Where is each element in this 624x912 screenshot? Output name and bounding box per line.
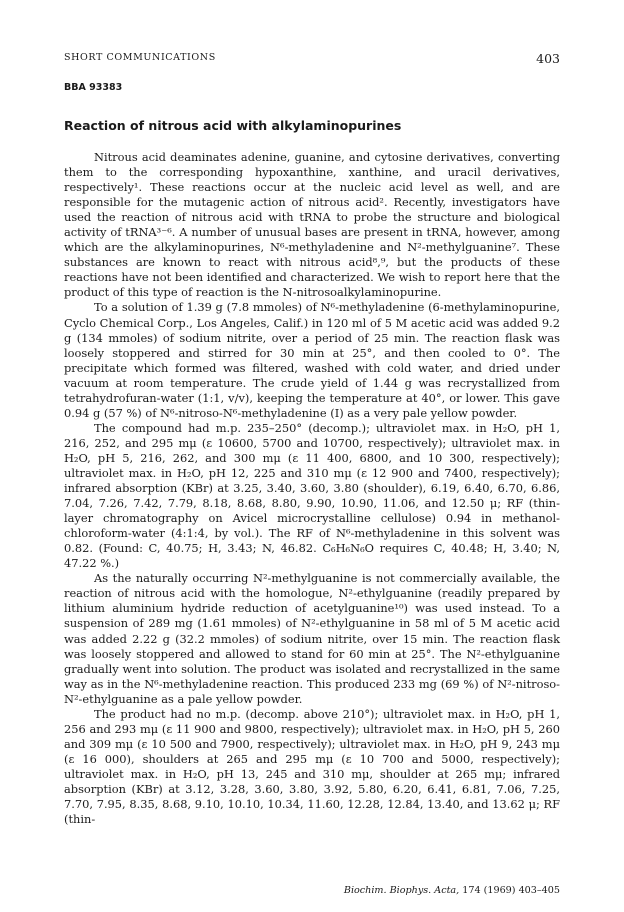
bba-code: BBA 93383 bbox=[64, 82, 123, 93]
paragraph-text: To a solution of 1.39 g (7.8 mmoles) of N⁶-methyladenine (6-methylaminopurine, Cyclo Chemical Corp., Los Angeles, Calif.) in 120 ml of 5 M acetic acid was added 9.2 g (134 mmoles) of sodium nitrite, over a period of 25 min. The reaction flask was loosely stoppered and stirred for 30 min at 25°, and then cooled to 0°. The precipitate which formed was filtered, washed with cold water, and dried under vacuum at room temperature. The crude yield of 1.44 g was recrystallized from tetrahydrofuran-water (1:1, v/v), keeping the temperature at 40°, or lower. This gave 0.94 g (57 %) of N⁶-nitroso-N⁶-methyladenine (I) as a very pale yellow powder. bbox=[64, 300, 560, 420]
page-header bbox=[64, 52, 560, 68]
paragraph-text: Nitrous acid deaminates adenine, guanine, and cytosine derivatives, converting them to the corresponding hypoxanthine, xanthine, and uracil derivatives, respectively¹. These reactions occur at the nucleic acid level as well, and are responsible for the mutagenic action of nitrous acid². Recently, investigators have used the reaction of nitrous acid with tRNA to probe the structure and biological activity of tRNA³⁻⁶. A number of unusual bases are present in tRNA, however, among which are the alkylaminopurines, N⁶-methyladenine and N²-methylguanine⁷. These substances are known to react with nitrous acid⁸,⁹, but the products of these reactions have not been identified and characterized. We wish to report here that the product of this type of reaction is the N-nitrosoalkylaminopurine. bbox=[64, 150, 560, 300]
paragraph-3 bbox=[64, 421, 560, 571]
journal-name: Biochim. Biophys. Acta, bbox=[343, 885, 460, 896]
paragraph-2 bbox=[64, 300, 560, 420]
running-head: SHORT COMMUNICATIONS bbox=[64, 52, 216, 63]
paragraph-5 bbox=[64, 707, 560, 827]
paragraph-text: The compound had m.p. 235–250° (decomp.); ultraviolet max. in H₂O, pH 1, 216, 252, and 295 mμ (ε 10600, 5700 and 10700, respectively); ultraviolet max. in H₂O, pH 5, 216, 262, and 300 mμ (ε 11 400, 6800, and 10 300, respectively); ultraviolet max. in H₂O, pH 12, 225 and 310 mμ (ε 12 900 and 7400, respectively); infrared absorption (KBr) at 3.25, 3.40, 3.60, 3.80 (shoulder), 6.19, 6.40, 6.70, 6.86, 7.04, 7.26, 7.42, 7.79, 8.18, 8.68, 8.80, 9.90, 10.90, 11.06, and 12.50 μ; RF (thin-layer chromatography on Avicel microcrystalline cellulose) 0.94 in methanol-chloroform-water (4:1:4, by vol.). The RF of N⁶-methyladenine in this solvent was 0.82. (Found: C, 40.75; H, 3.43; N, 46.82. C₆H₆N₆O requires C, 40.48; H, 3.40; N, 47.22 %.) bbox=[64, 420, 560, 571]
journal-reference: 174 (1969) 403–405 bbox=[462, 885, 560, 896]
journal-citation bbox=[344, 885, 560, 896]
article-body bbox=[64, 150, 560, 827]
paragraph-1 bbox=[64, 150, 560, 300]
article-title: Reaction of nitrous acid with alkylaminopurines bbox=[64, 118, 402, 133]
paragraph-text: The product had no m.p. (decomp. above 210°); ultraviolet max. in H₂O, pH 1, 256 and 293 mμ (ε 11 900 and 9800, respectively); ultraviolet max. in H₂O, pH 5, 260 and 309 mμ (ε 10 500 and 7900, respectively); ultraviolet max. in H₂O, pH 9, 243 mμ (ε 16 000), shoulders at 265 and 295 mμ (ε 10 700 and 5000, respectively); ultraviolet max. in H₂O, pH 13, 245 and 310 mμ, shoulder at 265 mμ; infrared absorption (KBr) at 3.12, 3.28, 3.60, 3.80, 3.92, 5.80, 6.20, 6.41, 6.81, 7.06, 7.25, 7.70, 7.95, 8.35, 8.68, 9.10, 10.10, 10.34, 11.60, 12.28, 12.84, 13.40, and 13.62 μ; RF (thin- bbox=[64, 706, 560, 827]
page-number: 403 bbox=[536, 51, 560, 66]
paragraph-text: As the naturally occurring N²-methylguanine is not commercially available, the reaction of nitrous acid with the homologue, N²-ethylguanine (readily prepared by lithium aluminium hydride reduction of acetylguanine¹⁰) was used instead. To a suspension of 289 mg (1.61 mmoles) of N²-ethylguanine in 58 ml of 5 M acetic acid was added 2.22 g (32.2 mmoles) of sodium nitrite, over 15 min. The reaction flask was loosely stoppered and allowed to stand for 60 min at 25°. The N²-ethylguanine gradually went into solution. The product was isolated and recrystallized in the same way as in the N⁶-methyladenine reaction. This produced 233 mg (69 %) of N²-nitroso-N²-ethylguanine as a pale yellow powder. bbox=[64, 571, 560, 706]
paragraph-4 bbox=[64, 571, 560, 706]
